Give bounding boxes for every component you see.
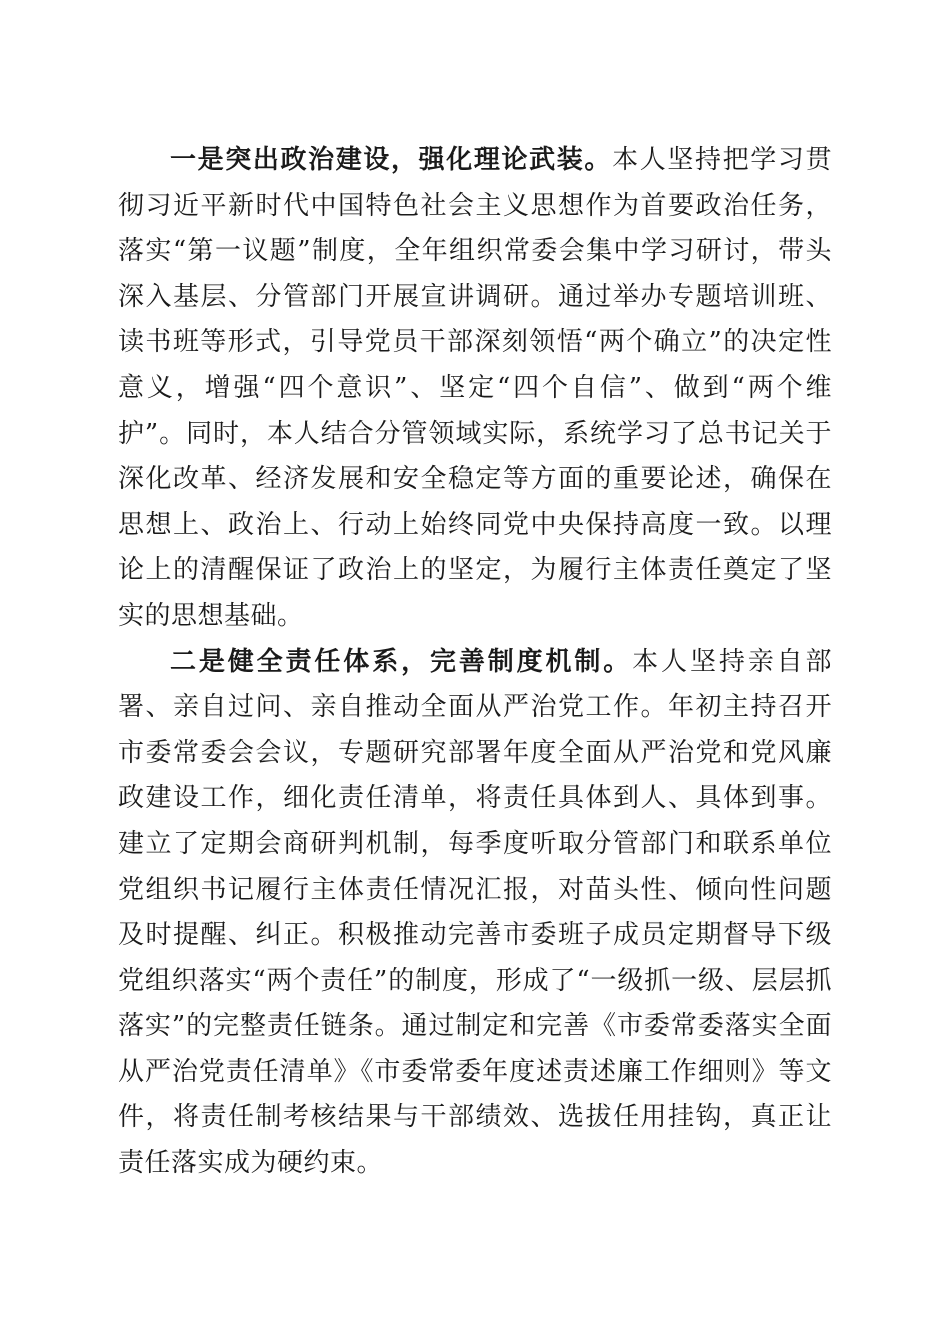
paragraph-text: 本人坚持亲自部署、亲自过问、亲自推动全面从严治党工作。年初主持召开市委常委会会议，专题研究部署年度全面从严治党和党风廉政建设工作，细化责任清单，将责任具体到人、具体到事。建立了定期会商研判机制，每季度听取分管部门和联系单位党组织书记履行主体责任情况汇报，对苗头性、倾向性问题及时提醒、纠正。积极推动完善市委班子成员定期督导下级党组织落实“两个责任”的制度，形成了“一级抓一级、层层抓落实”的完整责任链条。通过制定和完善《市委常委落实全面从严治党责任清单》《市委常委年度述责述廉工作细则》等文件，将责任制考核结果与干部绩效、选拔任用挂钩，真正让责任落实成为硬约束。 (118, 646, 832, 1179)
paragraph-lead-heading: 一是突出政治建设，强化理论武装。 (170, 145, 613, 175)
paragraph-political-construction (118, 138, 832, 640)
document-body (118, 138, 832, 1187)
paragraph-text: 本人坚持把学习贯彻习近平新时代中国特色社会主义思想作为首要政治任务，落实“第一议题”制度，全年组织常委会集中学习研讨，带头深入基层、分管部门开展宣讲调研。通过举办专题培训班、读书班等形式，引导党员干部深刻领悟“两个确立”的决定性意义，增强“四个意识”、坚定“四个自信”、做到“两个维护”。同时，本人结合分管领域实际，系统学习了总书记关于深化改革、经济发展和安全稳定等方面的重要论述，确保在思想上、政治上、行动上始终同党中央保持高度一致。以理论上的清醒保证了政治上的坚定，为履行主体责任奠定了坚实的思想基础。 (118, 145, 832, 631)
paragraph-responsibility-system (118, 640, 832, 1187)
paragraph-lead-heading: 二是健全责任体系，完善制度机制。 (170, 646, 633, 677)
